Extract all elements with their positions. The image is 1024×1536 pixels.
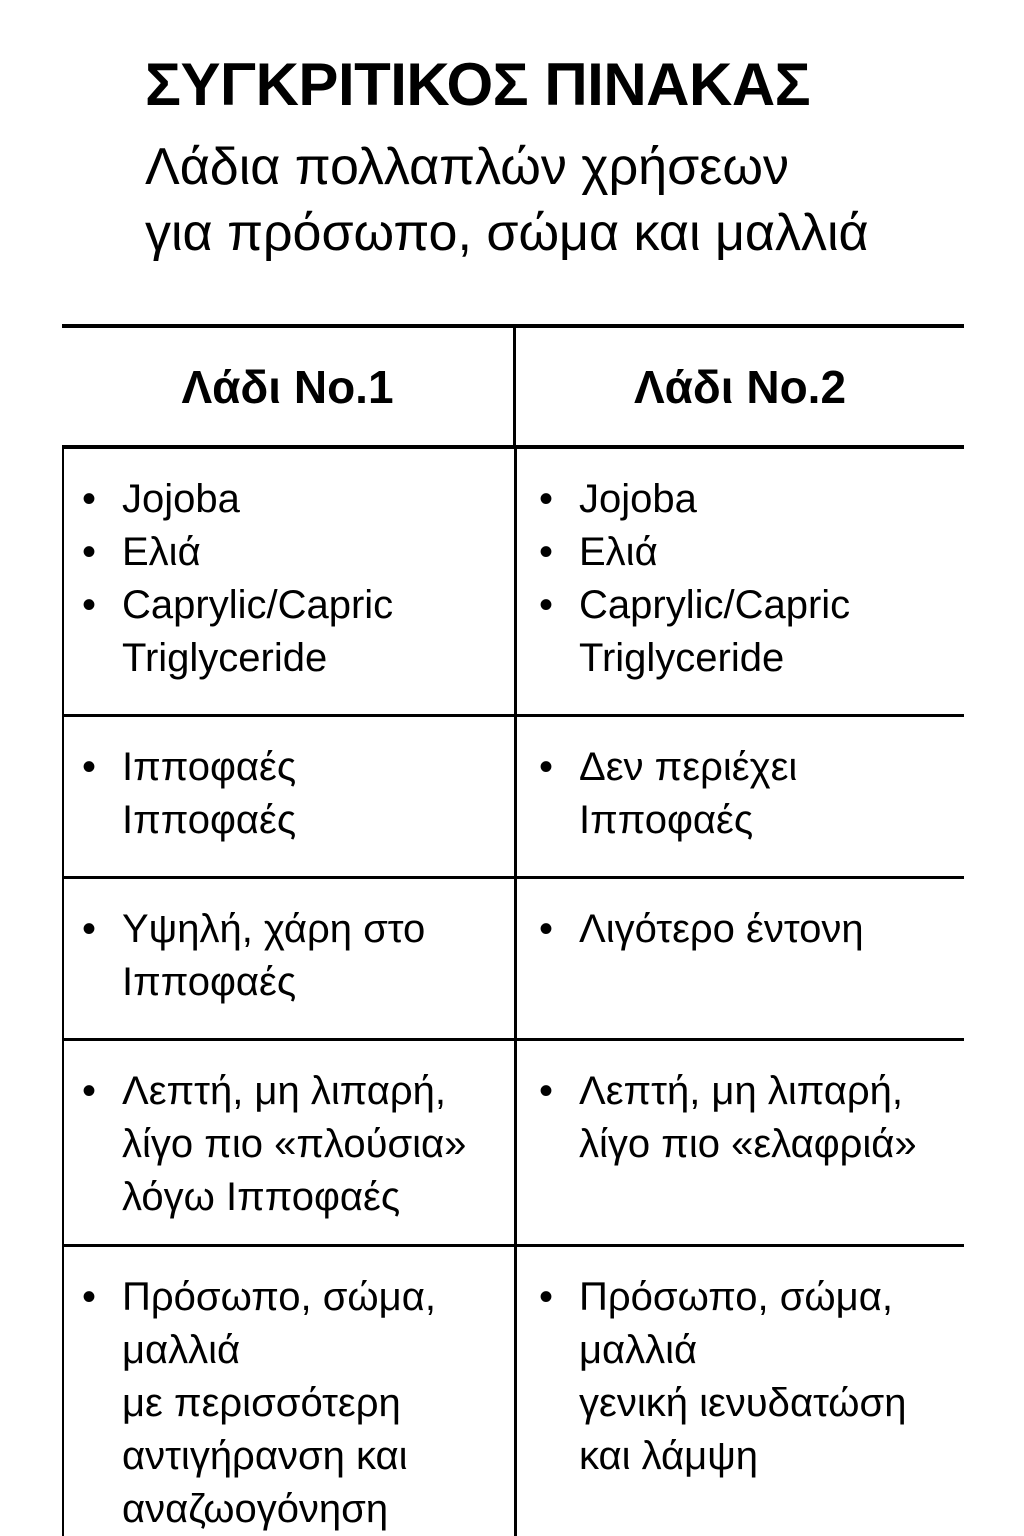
list-item (539, 526, 954, 579)
list-item-text: Λεπτή, μη λιπαρή, λίγο πιο «πλούσια» λόγω Ιπποφαές (122, 1069, 467, 1219)
bullet-icon: • (82, 1069, 97, 1113)
list-item-text: Jojoba (122, 477, 240, 521)
bullet-icon: • (539, 1275, 554, 1319)
list-item-text: Υψηλή, χάρη στο Ιπποφαές (122, 907, 426, 1004)
bullet-icon: • (539, 477, 554, 521)
list-item (539, 741, 954, 847)
table-cell (64, 1041, 514, 1244)
list-item-text: Ιπποφαές Ιπποφαές (122, 745, 297, 842)
list-item (539, 903, 954, 956)
bullet-icon: • (539, 745, 554, 789)
list-item-text: Caprylic/Capric Triglyceride (122, 583, 394, 680)
bullet-icon: • (539, 530, 554, 574)
list-item (82, 473, 504, 526)
list-item (82, 579, 504, 685)
table-cell (514, 449, 964, 714)
bullet-icon: • (82, 477, 97, 521)
table-body (62, 449, 964, 1536)
bullet-icon: • (539, 1069, 554, 1113)
table-header-row (62, 324, 964, 449)
list-item (82, 526, 504, 579)
list-item (539, 1065, 954, 1171)
bullet-icon: • (539, 907, 554, 951)
table-cell (64, 717, 514, 876)
column-header-oil2: Λάδι No.2 (513, 328, 964, 445)
table-cell (64, 879, 514, 1038)
table-cell (514, 1247, 964, 1536)
list-item (539, 579, 954, 685)
list-item-text: Λεπτή, μη λιπαρή, λίγο πιο «ελαφριά» (579, 1069, 917, 1166)
list-item-text: Πρόσωπο, σώμα, μαλλιά με περισσότερη αντιγήρανση και αναζωογόνηση (122, 1275, 436, 1531)
table-cell (514, 1041, 964, 1244)
page-title: ΣΥΓΚΡΙΤΙΚΟΣ ΠΙΝΑΚΑΣ (145, 51, 811, 118)
table-cell (64, 1247, 514, 1536)
table-cell (64, 449, 514, 714)
list-item-text: Ελιά (579, 530, 658, 574)
table-cell (514, 879, 964, 1038)
comparison-table (62, 324, 964, 1536)
bullet-icon: • (82, 907, 97, 951)
column-header-oil1: Λάδι No.1 (181, 360, 394, 413)
table-row-uses (64, 1247, 964, 1536)
list-item (82, 1271, 504, 1536)
list-item-text: Δεν περιέχει Ιπποφαές (579, 745, 798, 842)
list-item-text: Πρόσωπο, σώμα, μαλλιά γενική ιενυδατώση και λάμψη (579, 1275, 907, 1478)
list-item-text: Jojoba (579, 477, 697, 521)
bullet-icon: • (539, 583, 554, 627)
page-subtitle: Λάδια πολλαπλών χρήσεων για πρόσωπο, σώμα και μαλλιά (145, 138, 869, 262)
list-item (82, 1065, 504, 1224)
table-row-ingredients (64, 449, 964, 717)
table-row-hippophae (64, 717, 964, 879)
bullet-icon: • (82, 745, 97, 789)
bullet-icon: • (82, 1275, 97, 1319)
bullet-icon: • (82, 530, 97, 574)
list-item (82, 741, 504, 847)
list-item (539, 1271, 954, 1483)
table-cell (514, 717, 964, 876)
list-item-text: Λιγότερο έντονη (579, 907, 864, 951)
table-row-texture (64, 1041, 964, 1247)
list-item (539, 473, 954, 526)
list-item-text: Ελιά (122, 530, 201, 574)
bullet-icon: • (82, 583, 97, 627)
table-row-intensity (64, 879, 964, 1041)
list-item-text: Caprylic/Capric Triglyceride (579, 583, 851, 680)
list-item (82, 903, 504, 1009)
